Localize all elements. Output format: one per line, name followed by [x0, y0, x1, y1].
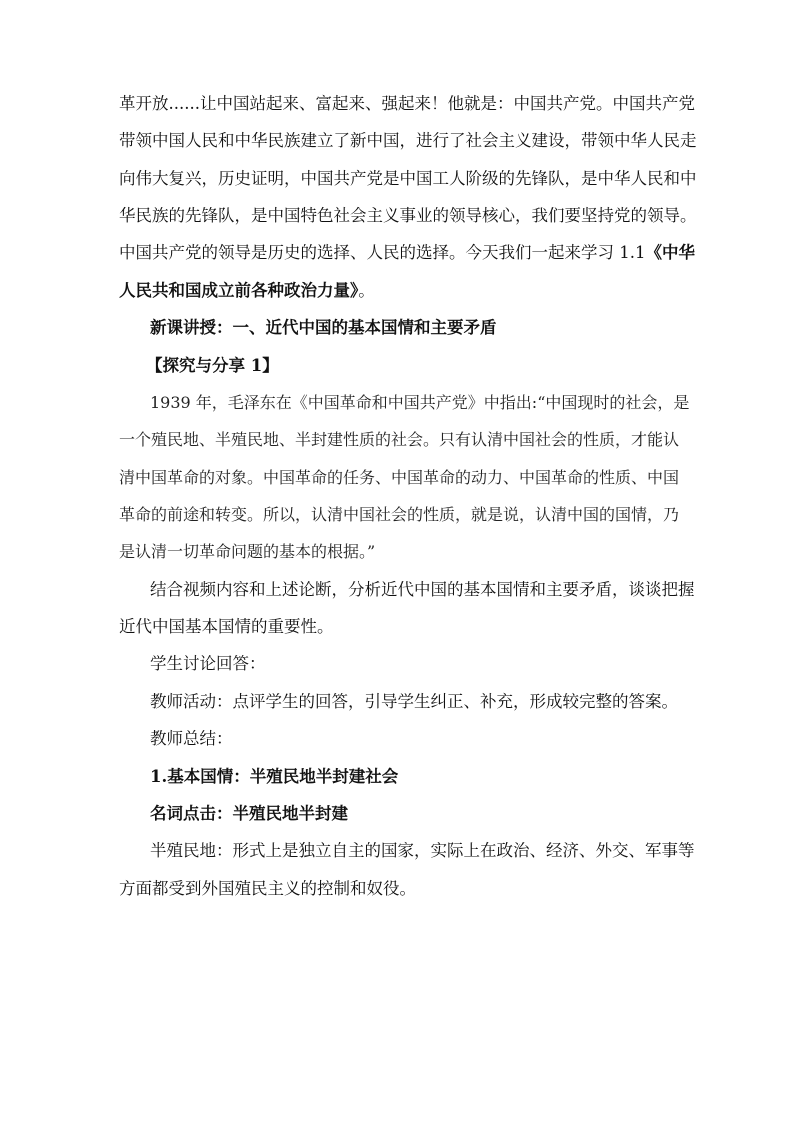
definition-line-1: 半殖民地：形式上是独立自主的国家，实际上在政治、经济、外交、军事等	[150, 841, 695, 860]
lesson-title-part-2: 人民共和国成立前各种政治力量》	[119, 281, 359, 300]
intro-line-2: 带领中国人民和中华民族建立了新中国，进行了社会主义建设，带领中华人民走	[119, 131, 697, 150]
intro-line-5-text: 中国共产党的领导是历史的选择、人民的选择。今天我们一起来学习 1.1	[119, 243, 646, 262]
point-1-heading: 1.基本国情：半殖民地半封建社会	[150, 767, 399, 786]
intro-line-6-text: 。	[358, 281, 375, 300]
lesson-title-part-1: 《中华	[645, 243, 695, 262]
intro-line-1: 革开放......让中国站起来、富起来、强起来！他就是：中国共产党。中国共产党	[119, 94, 695, 113]
intro-line-5	[119, 242, 695, 264]
intro-line-6	[119, 280, 375, 302]
definition-line-2: 方面都受到外国殖民主义的控制和奴役。	[119, 879, 416, 898]
section-heading: 新课讲授：一、近代中国的基本国情和主要矛盾	[150, 318, 497, 337]
quote-line-4: 革命的前途和转变。所以，认清中国社会的性质，就是说，认清中国的国情，乃	[119, 505, 680, 524]
quote-line-2: 一个殖民地、半殖民地、半封建性质的社会。只有认清中国社会的性质，才能认	[119, 430, 680, 449]
teacher-activity: 教师活动：点评学生的回答，引导学生纠正、补充，形成较完整的答案。	[150, 692, 678, 711]
quote-line-3: 清中国革命的对象。中国革命的任务、中国革命的动力、中国革命的性质、中国	[119, 468, 680, 487]
student-discussion: 学生讨论回答：	[150, 654, 266, 673]
teacher-summary: 教师总结：	[150, 729, 233, 748]
intro-line-3: 向伟大复兴，历史证明，中国共产党是中国工人阶级的先锋队，是中华人民和中	[119, 169, 697, 188]
quote-line-5: 是认清一切革命问题的基本的根据。”	[119, 542, 376, 561]
task-line-1: 结合视频内容和上述论断，分析近代中国的基本国情和主要矛盾，谈谈把握	[150, 580, 695, 599]
term-click-heading: 名词点击：半殖民地半封建	[150, 804, 348, 823]
task-line-2: 近代中国基本国情的重要性。	[119, 617, 334, 636]
explore-share-title: 【探究与分享 1】	[146, 356, 279, 375]
intro-line-4: 华民族的先锋队，是中国特色社会主义事业的领导核心，我们要坚持党的领导。	[119, 206, 697, 225]
quote-line-1: 1939 年，毛泽东在《中国革命和中国共产党》中指出:“中国现时的社会，是	[150, 393, 690, 412]
